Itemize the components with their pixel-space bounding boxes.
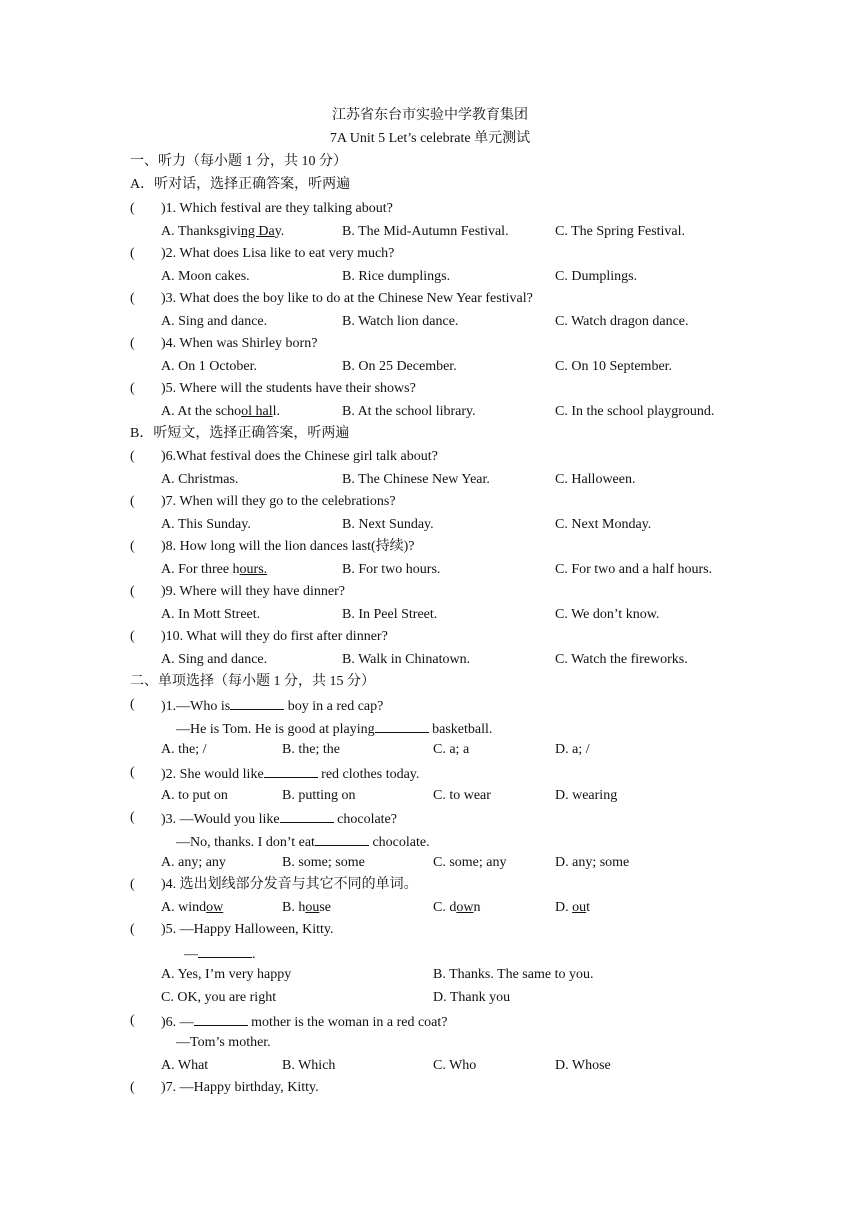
option-c: C. Dumplings. <box>555 269 638 284</box>
blank <box>198 944 252 958</box>
option-d: D. Whose <box>555 1058 611 1073</box>
option-c: C. In the school playground. <box>555 404 715 419</box>
blank <box>375 719 429 733</box>
option-a: A. Christmas. <box>161 472 239 487</box>
blank <box>280 809 334 823</box>
option-b: B. Rice dumplings. <box>342 269 451 284</box>
blank <box>264 764 318 778</box>
option-b: B. In Peel Street. <box>342 607 438 622</box>
question-text: )6.What festival does the Chinese girl talk about? <box>161 449 438 464</box>
option-a: A. Sing and dance. <box>161 652 268 667</box>
section-b-heading: B．听短文，选择正确答案，听两遍 <box>130 426 350 441</box>
answer-paren: ( <box>130 584 135 599</box>
part1-heading: 一、听力（每小题 1 分，共 10 分） <box>130 154 347 169</box>
answer-paren: ( <box>130 810 135 825</box>
option-d: D. wearing <box>555 788 618 803</box>
answer-paren: ( <box>130 539 135 554</box>
blank <box>194 1012 248 1026</box>
school-name: 江苏省东台市实验中学教育集团 <box>332 108 528 123</box>
option-b: B. putting on <box>282 788 356 803</box>
question-text: )8. How long will the lion dances last(持续)? <box>161 539 415 554</box>
option-c: C. For two and a half hours. <box>555 562 713 577</box>
option-c: C. to wear <box>433 788 491 803</box>
question-text: )9. Where will they have dinner? <box>161 584 346 599</box>
option-b: B. Next Sunday. <box>342 517 434 532</box>
option-a: A. On 1 October. <box>161 359 258 374</box>
answer-paren: ( <box>130 291 135 306</box>
option-d: D. a; / <box>555 742 590 757</box>
option-b: B. house <box>282 900 332 915</box>
blank <box>315 832 369 846</box>
option-a: A. Sing and dance. <box>161 314 268 329</box>
blank <box>230 696 284 710</box>
answer-paren: ( <box>130 1013 135 1028</box>
option-b: B. the; the <box>282 742 340 757</box>
option-c: C. down <box>433 900 481 915</box>
option-b: B. Walk in Chinatown. <box>342 652 471 667</box>
answer-paren: ( <box>130 381 135 396</box>
answer-paren: ( <box>130 922 135 937</box>
option-a: A. Yes, I’m very happy <box>161 967 292 982</box>
question-text: )5. Where will the students have their shows? <box>161 381 416 396</box>
option-a: A. Thanksgiving Day. <box>161 224 285 239</box>
option-c: C. some; any <box>433 855 507 870</box>
question-text: —He is Tom. He is good at playing basketball. <box>176 719 492 739</box>
option-c: C. We don’t know. <box>555 607 660 622</box>
option-b: B. At the school library. <box>342 404 476 419</box>
option-a: A. window <box>161 900 224 915</box>
question-text: )7. —Happy birthday, Kitty. <box>161 1080 319 1095</box>
question-text: )4. 选出划线部分发音与其它不同的单词。 <box>161 877 418 892</box>
answer-paren: ( <box>130 201 135 216</box>
question-text: )1. Which festival are they talking about? <box>161 201 393 216</box>
question-text: )3. —Would you like chocolate? <box>161 809 397 829</box>
answer-paren: ( <box>130 494 135 509</box>
option-d: D. out <box>555 900 591 915</box>
option-c: C. Who <box>433 1058 477 1073</box>
exam-title: 7A Unit 5 Let’s celebrate 单元测试 <box>329 131 531 146</box>
question-text: )10. What will they do first after dinner? <box>161 629 388 644</box>
option-c: C. Halloween. <box>555 472 636 487</box>
option-d: D. any; some <box>555 855 630 870</box>
option-c: C. Watch dragon dance. <box>555 314 689 329</box>
question-text: )5. —Happy Halloween, Kitty. <box>161 922 334 937</box>
option-a: A. At the school hall. <box>161 404 280 419</box>
answer-paren: ( <box>130 246 135 261</box>
option-a: A. Moon cakes. <box>161 269 250 284</box>
question-text: )1.—Who is boy in a red cap? <box>161 696 383 716</box>
option-c: C. Watch the fireworks. <box>555 652 688 667</box>
question-text: —Tom’s mother. <box>176 1035 271 1050</box>
option-b: B. For two hours. <box>342 562 441 577</box>
option-a: A. This Sunday. <box>161 517 251 532</box>
question-text: )2. She would like red clothes today. <box>161 764 419 784</box>
option-a: A. For three hours. <box>161 562 268 577</box>
question-text: )7. When will they go to the celebrations? <box>161 494 396 509</box>
option-d: D. Thank you <box>433 990 511 1005</box>
option-c: C. The Spring Festival. <box>555 224 686 239</box>
option-a: A. In Mott Street. <box>161 607 261 622</box>
question-text: )3. What does the boy like to do at the Chinese New Year festival? <box>161 291 533 306</box>
option-c: C. On 10 September. <box>555 359 673 374</box>
option-b: B. some; some <box>282 855 365 870</box>
part2-heading: 二、单项选择（每小题 1 分，共 15 分） <box>130 674 375 689</box>
option-c: C. OK, you are right <box>161 990 277 1005</box>
option-b: B. On 25 December. <box>342 359 457 374</box>
option-c: C. Next Monday. <box>555 517 652 532</box>
answer-paren: ( <box>130 1080 135 1095</box>
question-text: )6. — mother is the woman in a red coat? <box>161 1012 448 1032</box>
answer-paren: ( <box>130 697 135 712</box>
answer-paren: ( <box>130 877 135 892</box>
option-a: A. to put on <box>161 788 228 803</box>
option-b: B. The Chinese New Year. <box>342 472 490 487</box>
question-text: )4. When was Shirley born? <box>161 336 318 351</box>
answer-paren: ( <box>130 765 135 780</box>
option-b: B. Which <box>282 1058 336 1073</box>
option-b: B. Thanks. The same to you. <box>433 967 594 982</box>
option-a: A. What <box>161 1058 209 1073</box>
answer-paren: ( <box>130 336 135 351</box>
option-a: A. the; / <box>161 742 207 757</box>
option-b: B. The Mid-Autumn Festival. <box>342 224 509 239</box>
answer-paren: ( <box>130 449 135 464</box>
question-text: — . <box>184 944 256 964</box>
option-b: B. Watch lion dance. <box>342 314 459 329</box>
answer-paren: ( <box>130 629 135 644</box>
question-text: —No, thanks. I don’t eat chocolate. <box>176 832 430 852</box>
option-c: C. a; a <box>433 742 470 757</box>
option-a: A. any; any <box>161 855 226 870</box>
question-text: )2. What does Lisa like to eat very much? <box>161 246 395 261</box>
section-a-heading: A．听对话，选择正确答案，听两遍 <box>130 177 351 192</box>
